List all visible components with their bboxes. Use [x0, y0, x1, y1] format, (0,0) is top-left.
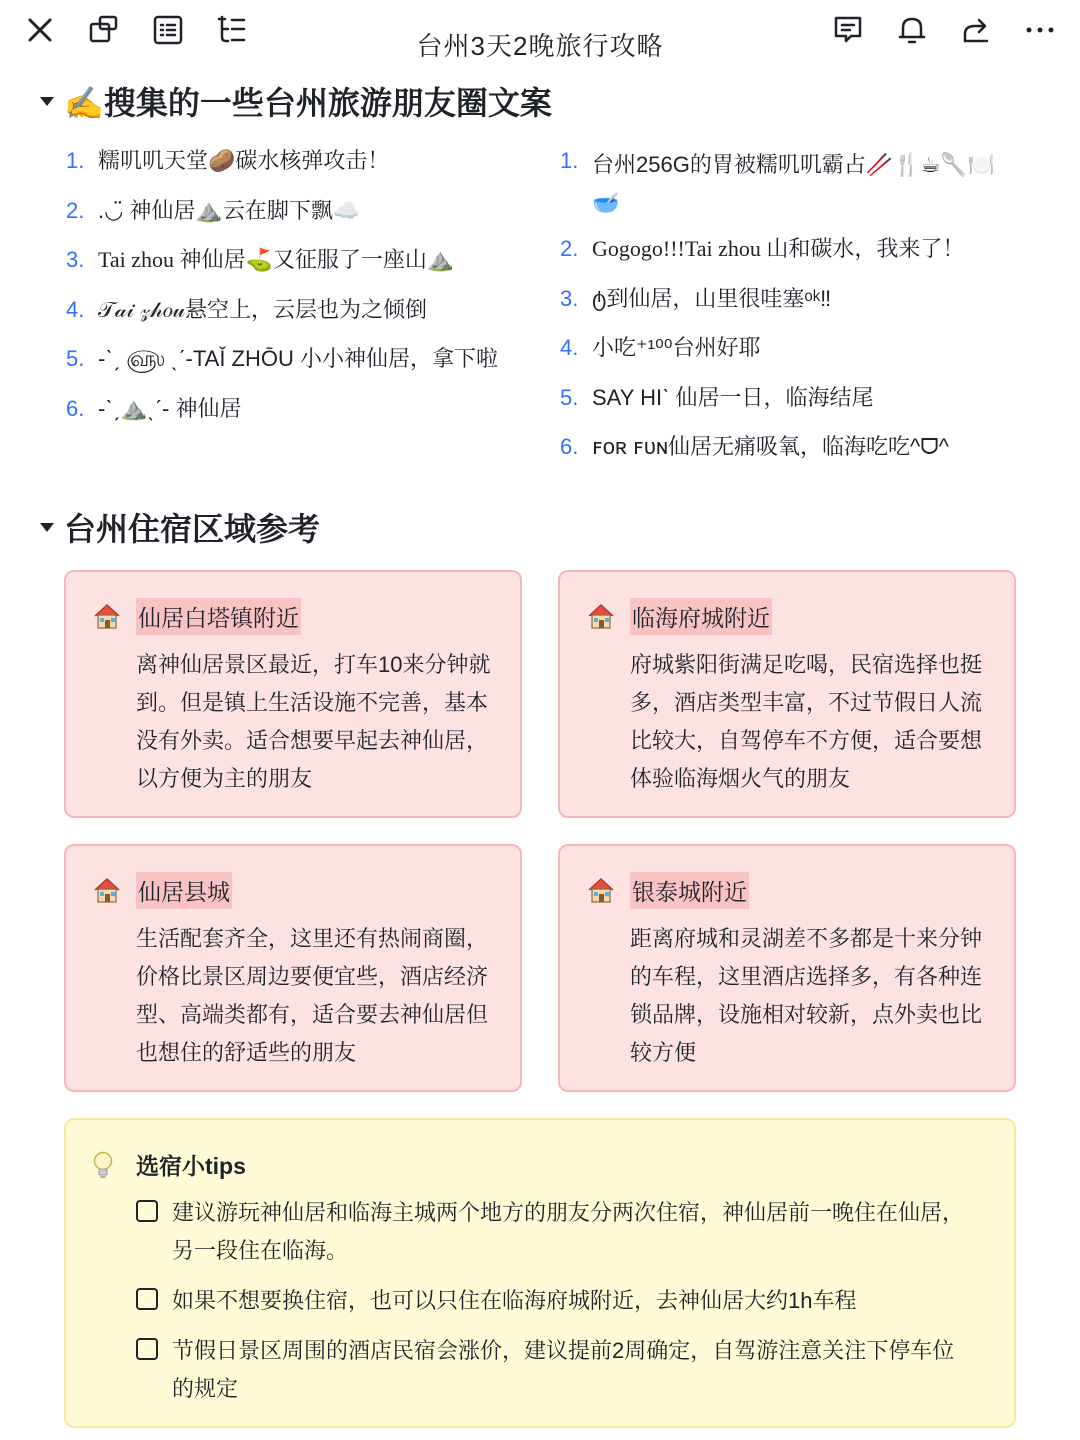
list-text: .◡̈ 神仙居⛰️云在脚下飘☁️ — [98, 197, 361, 223]
collapse-caret-icon[interactable] — [40, 97, 54, 106]
list-text: Tai zhou 神仙居⛳又征服了一座山⛰️ — [98, 247, 455, 272]
list-text: -ˋˏ⛰️ˎˊ- 神仙居 — [98, 395, 242, 421]
house-icon — [92, 602, 122, 630]
list-text: ꜰᴏʀ ꜰᴜɴ仙居无痛吸氧，临海吃吃^ᗜ^ — [592, 434, 949, 459]
lodging-card — [64, 570, 522, 818]
todo-checkbox[interactable] — [136, 1338, 158, 1360]
card-body: 距离府城和灵湖差不多都是十来分钟的车程，这里酒店选择多，有各种连锁品牌，设施相对较新，点外卖也比较方便 — [630, 926, 983, 1065]
card-body: 府城紫阳街满足吃喝，民宿选择也挺多，酒店类型丰富，不过节假日人流比较大，自驾停车不方便，适合要想体验临海烟火气的朋友 — [630, 652, 983, 791]
tips-title: 选宿小tips — [136, 1153, 246, 1179]
card-header — [92, 870, 492, 910]
list-text: 𝒯𝒶𝒾 𝓏𝒽𝑜𝓊悬空上，云层也为之倾倒 — [98, 296, 427, 322]
todo-checkbox[interactable] — [136, 1200, 158, 1222]
todo-text: 如果不想要换住宿，也可以只住在临海府城附近，去神仙居大约1h车程 — [172, 1288, 857, 1313]
list-item — [560, 146, 1020, 234]
comment-icon[interactable] — [828, 10, 868, 50]
todo-item — [136, 1194, 972, 1270]
card-body: 离神仙居景区最近，打车10来分钟就到。但是镇上生活设施不完善，基本没有外卖。适合想要早起去神仙居，以方便为主的朋友 — [136, 652, 491, 791]
list-number: 2. — [560, 236, 579, 261]
list-text: -ˋˏ ௵ ˎˊ-TAǏ ZHŌU 小小神仙居，拿下啦 — [98, 346, 498, 371]
section-header-lodging — [40, 504, 320, 550]
list-text: 台州256G的胃被糯叽叽霸占🥢🍴☕🥄🍽️🥣 — [592, 152, 996, 215]
lodging-card — [64, 844, 522, 1092]
section-header-captions — [40, 78, 552, 124]
caption-list-right — [560, 146, 1020, 482]
list-number: 3. — [66, 247, 85, 272]
section-title: 台州住宿区域参考 — [64, 511, 321, 547]
list-item — [66, 245, 526, 295]
list-number: 3. — [560, 285, 579, 311]
list-item — [560, 333, 1020, 383]
card-title: 仙居白塔镇附近 — [136, 598, 301, 635]
todo-item — [136, 1332, 972, 1408]
todo-checkbox[interactable] — [136, 1288, 158, 1310]
list-item — [560, 383, 1020, 433]
card-header — [92, 596, 492, 636]
card-title: 仙居县城 — [136, 872, 232, 909]
card-header — [586, 596, 986, 636]
list-number: 5. — [66, 346, 85, 371]
lodging-card — [558, 570, 1016, 818]
card-body: 生活配套齐全，这里还有热闹商圈，价格比景区周边要便宜些，酒店经济型、高端类都有，适合要去神仙居但也想住的舒适些的朋友 — [136, 926, 489, 1065]
list-number: 5. — [560, 384, 579, 410]
list-text: 小吃⁺¹⁰⁰台州好耶 — [592, 335, 761, 360]
list-number: 2. — [66, 197, 85, 223]
share-icon[interactable] — [956, 10, 996, 50]
list-number: 4. — [66, 296, 85, 322]
card-title: 临海府城附近 — [630, 598, 772, 635]
page-title: 台州3天2晚旅行攻略 — [416, 31, 664, 61]
card-title: 银泰城附近 — [630, 872, 749, 909]
list-number: 1. — [560, 148, 579, 173]
top-bar — [0, 0, 1080, 64]
list-item — [66, 196, 526, 246]
tips-callout — [64, 1118, 1016, 1428]
list-text: ტ到仙居，山里很哇塞ᵒᵏ‼ — [592, 285, 832, 311]
house-icon — [92, 876, 122, 904]
list-item — [66, 344, 526, 394]
more-icon[interactable] — [1020, 10, 1060, 50]
lightbulb-icon — [92, 1150, 114, 1180]
list-item — [66, 394, 526, 444]
house-icon — [586, 876, 616, 904]
caption-list-left — [66, 146, 526, 443]
tips-header — [92, 1148, 246, 1181]
collapse-caret-icon[interactable] — [40, 523, 54, 532]
bell-icon[interactable] — [892, 10, 932, 50]
section-title: ✍️搜集的一些台州旅游朋友圈文案 — [64, 85, 552, 121]
list-number: 6. — [560, 434, 579, 459]
list-text: Gogogo!!!Tai zhou 山和碳水，我来了！ — [592, 236, 965, 261]
list-number: 4. — [560, 335, 579, 360]
list-number: 1. — [66, 148, 85, 173]
card-header — [586, 870, 986, 910]
list-item — [66, 146, 526, 196]
todo-item — [136, 1282, 972, 1320]
list-item — [560, 234, 1020, 284]
todo-text: 建议游玩神仙居和临海主城两个地方的朋友分两次住宿，神仙居前一晚住在仙居，另一段住在临海。 — [172, 1200, 965, 1263]
list-item — [66, 295, 526, 345]
list-item — [560, 432, 1020, 482]
todo-text: 节假日景区周围的酒店民宿会涨价，建议提前2周确定，自驾游注意关注下停车位的规定 — [172, 1338, 955, 1401]
list-number: 6. — [66, 395, 85, 421]
list-text: SAY HIˋ 仙居一日，临海结尾 — [592, 384, 874, 410]
lodging-card — [558, 844, 1016, 1092]
list-text: 糯叽叽天堂🥔碳水核弹攻击！ — [98, 148, 390, 173]
house-icon — [586, 602, 616, 630]
list-item — [560, 284, 1020, 334]
